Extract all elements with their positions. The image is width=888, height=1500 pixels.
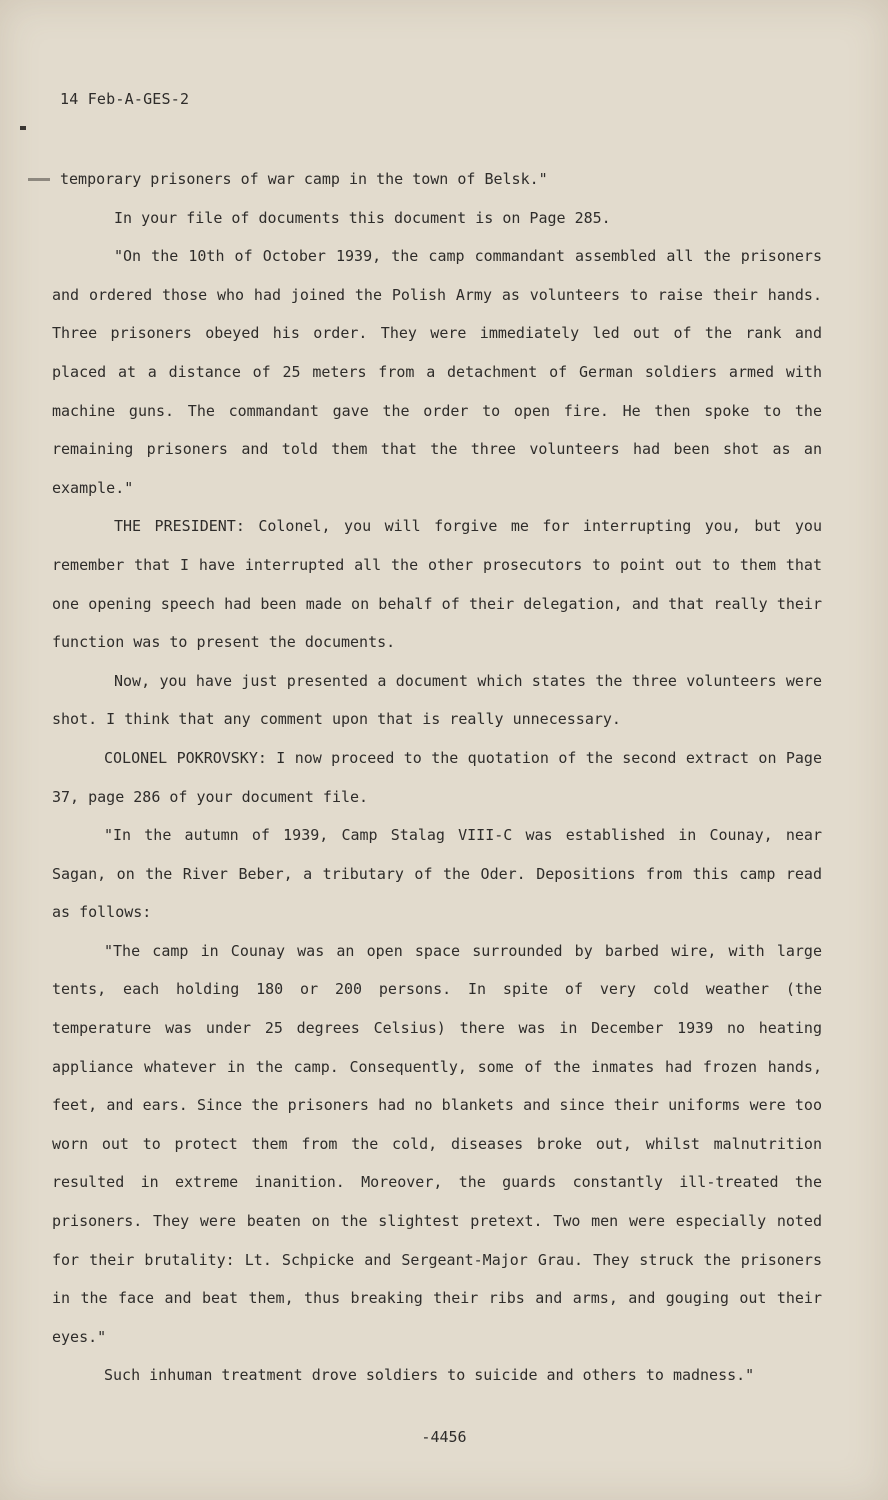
paragraph-continuation: temporary prisoners of war camp in the town of Belsk." <box>60 170 548 188</box>
document-reference: 14 Feb-A-GES-2 <box>60 90 190 108</box>
paragraph-president-remark: THE PRESIDENT: Colonel, you will forgive me for interrupting you, but you remember that I have interrupted all the other prosecutors to point out to them that one opening speech had been made on behalf of their delegation, and that really their function was to present the documents. <box>52 517 822 652</box>
paragraph-page-reference: In your file of documents this document is on Page 285. <box>114 208 611 227</box>
document-body <box>52 160 822 1395</box>
paragraph-president-continued: Now, you have just presented a document which states the three volunteers were shot. I think that any comment upon that is really unnecessary. <box>52 671 822 729</box>
paragraph-stalag-intro: "In the autumn of 1939, Camp Stalag VIII-C was established in Counay, near Sagan, on the River Beber, a tributary of the Oder. Depositions from this camp read as follows: <box>52 826 822 922</box>
paragraph-quotation-belsk: "On the 10th of October 1939, the camp commandant assembled all the prisoners and ordered those who had joined the Polish Army as volunteers to raise their hands. Three prisoners obeyed his order. They were immediately led out of the rank and placed at a distance of 25 meters from a detachment of German soldiers armed with machine guns. The commandant gave the order to open fire. He then spoke to the remaining prisoners and told them that the three volunteers had been shot as an example." <box>52 247 822 497</box>
paragraph-pokrovsky: COLONEL POKROVSKY: I now proceed to the quotation of the second extract on Page 37, page 286 of your document file. <box>52 748 822 806</box>
paragraph-stalag-deposition: "The camp in Counay was an open space surrounded by barbed wire, with large tents, each holding 180 or 200 persons. In spite of very cold weather (the temperature was under 25 degrees Celsius) there was in December 1939 no heating appliance whatever in the camp. Consequently, some of the inmates had frozen hands, feet, and ears. Since the prisoners had no blankets and since their uniforms were too worn out to protect them from the cold, diseases broke out, whilst malnutrition resulted in extreme inanition. Moreover, the guards constantly ill-treated the prisoners. They were beaten on the slightest pretext. Two men were especially noted for their brutality: Lt. Schpicke and Sergeant-Major Grau. They struck the prisoners in the face and beat them, thus breaking their ribs and arms, and gouging out their eyes." <box>52 941 822 1346</box>
page-number: -4456 <box>421 1428 467 1446</box>
paragraph-closing: Such inhuman treatment drove soldiers to suicide and others to madness." <box>104 1366 755 1385</box>
punch-mark <box>20 126 26 130</box>
ink-smudge <box>28 178 50 181</box>
